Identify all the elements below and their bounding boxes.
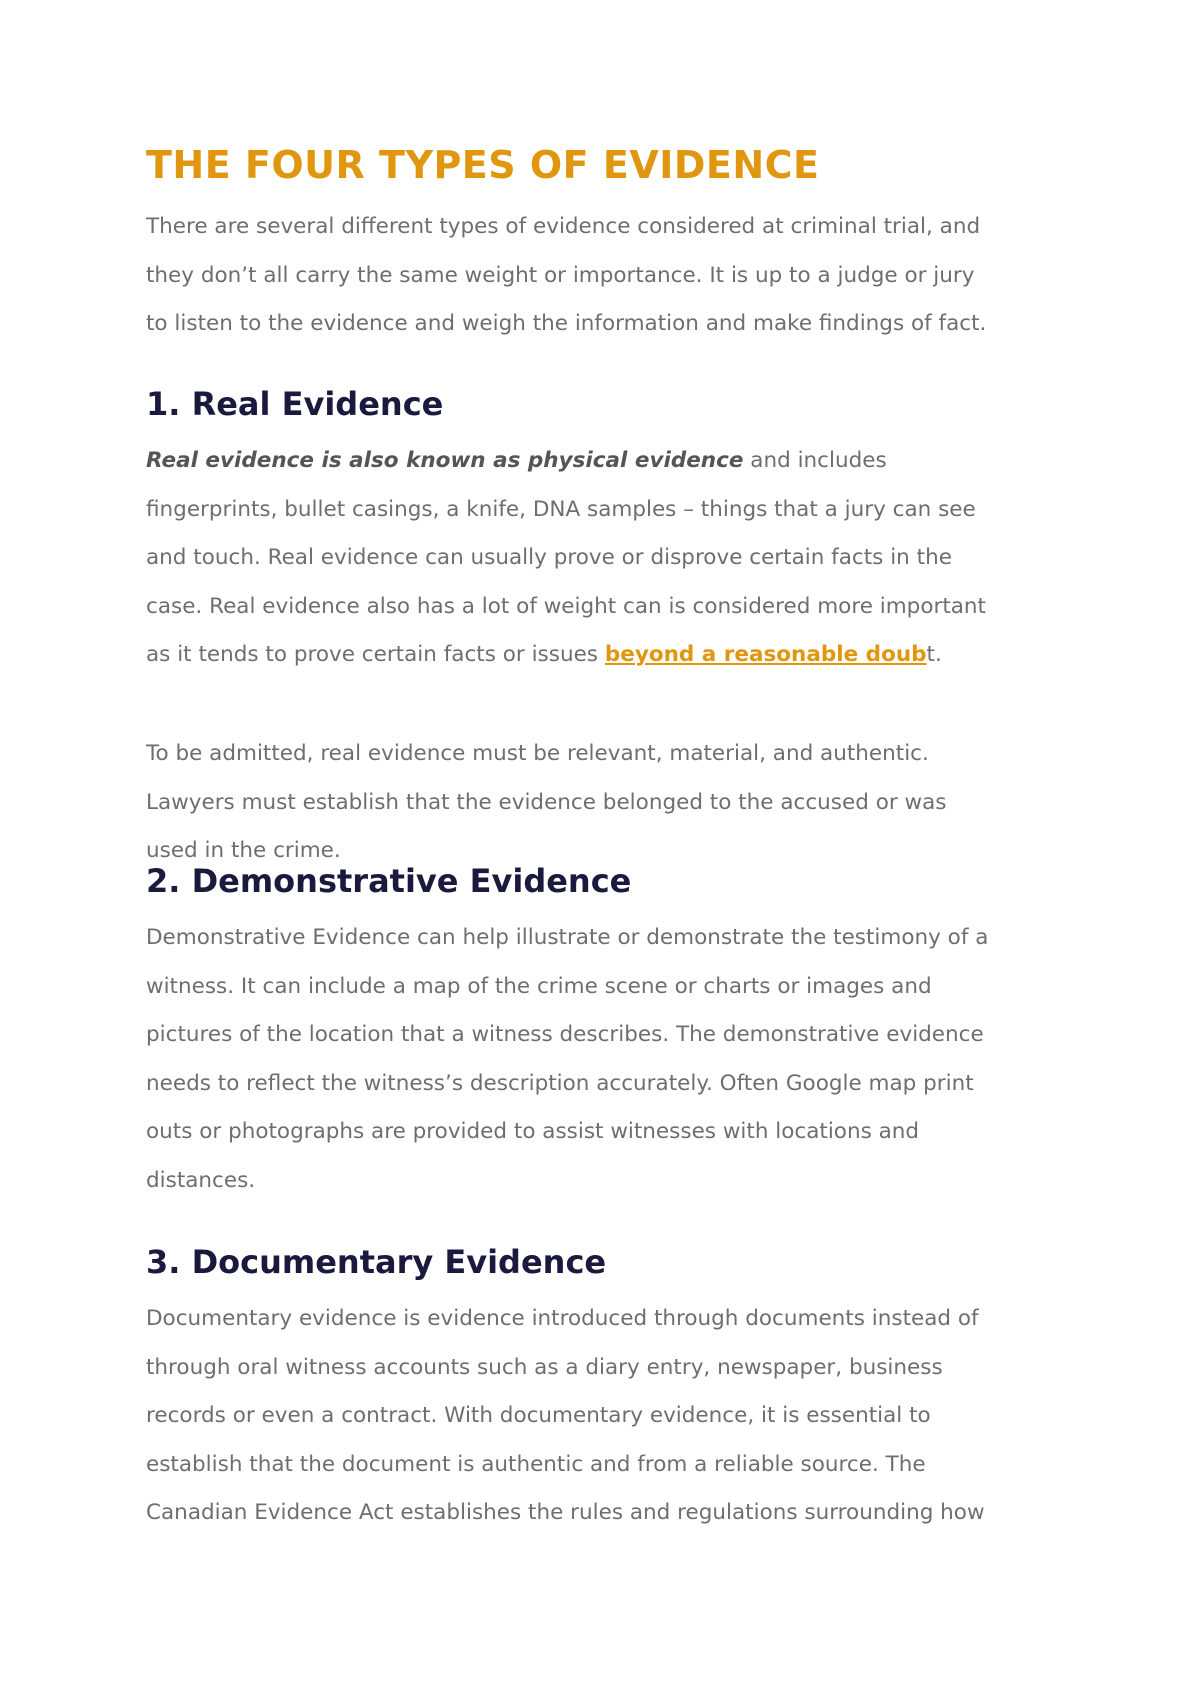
text-line: through oral witness accounts such as a diary entry, newspaper, business — [146, 1354, 943, 1380]
section-heading-demonstrative-evidence: 2. Demonstrative Evidence — [146, 862, 632, 900]
text-line: witness. It can include a map of the crime scene or charts or images and — [146, 973, 932, 999]
text-line: Documentary evidence is evidence introduced through documents instead of — [146, 1306, 979, 1331]
page-title: THE FOUR TYPES OF EVIDENCE — [146, 143, 820, 187]
text-fragment: t. — [926, 642, 942, 667]
emphasis-text: Real evidence is also known as physical evidence — [146, 448, 744, 473]
text-line — [146, 631, 1076, 680]
text-line: distances. — [146, 1167, 256, 1193]
text-line — [146, 437, 1076, 486]
text-line: fingerprints, bullet casings, a knife, DNA samples – things that a jury can see — [146, 496, 976, 522]
text-line: There are several different types of evidence considered at criminal trial, and — [146, 214, 981, 239]
section-heading-documentary-evidence: 3. Documentary Evidence — [146, 1243, 607, 1281]
text-line: they don’t all carry the same weight or importance. It is up to a judge or jury — [146, 262, 975, 288]
real-evidence-paragraph — [146, 437, 1076, 680]
text-line: case. Real evidence also has a lot of weight can is considered more important — [146, 593, 986, 619]
text-line: Lawyers must establish that the evidence belonged to the accused or was — [146, 789, 947, 815]
text-line: pictures of the location that a witness describes. The demonstrative evidence — [146, 1022, 984, 1047]
documentary-evidence-paragraph — [146, 1295, 1076, 1538]
text-line: Demonstrative Evidence can help illustrate or demonstrate the testimony of a — [146, 925, 989, 950]
text-line: and touch. Real evidence can usually prove or disprove certain facts in the — [146, 545, 952, 570]
text-line: To be admitted, real evidence must be relevant, material, and authentic. — [146, 741, 929, 766]
text-fragment: as it tends to prove certain facts or issues — [146, 642, 605, 667]
reasonable-doubt-link[interactable]: beyond a reasonable doub — [604, 642, 927, 667]
text-line: records or even a contract. With documentary evidence, it is essential to — [146, 1403, 931, 1428]
text-line: needs to reflect the witness’s description accurately. Often Google map print — [146, 1070, 974, 1096]
demonstrative-evidence-paragraph — [146, 914, 1076, 1205]
text-line: Canadian Evidence Act establishes the rules and regulations surrounding how — [146, 1500, 985, 1525]
section-heading-real-evidence: 1. Real Evidence — [146, 385, 444, 423]
text-line: outs or photographs are provided to assist witnesses with locations and — [146, 1119, 920, 1144]
real-evidence-admission-paragraph — [146, 730, 1076, 876]
text-fragment: and includes — [743, 448, 887, 473]
text-line: to listen to the evidence and weigh the information and make findings of fact. — [146, 311, 987, 336]
text-line: used in the crime. — [146, 838, 341, 863]
text-line: establish that the document is authentic and from a reliable source. The — [146, 1451, 926, 1477]
intro-paragraph — [146, 203, 1076, 349]
